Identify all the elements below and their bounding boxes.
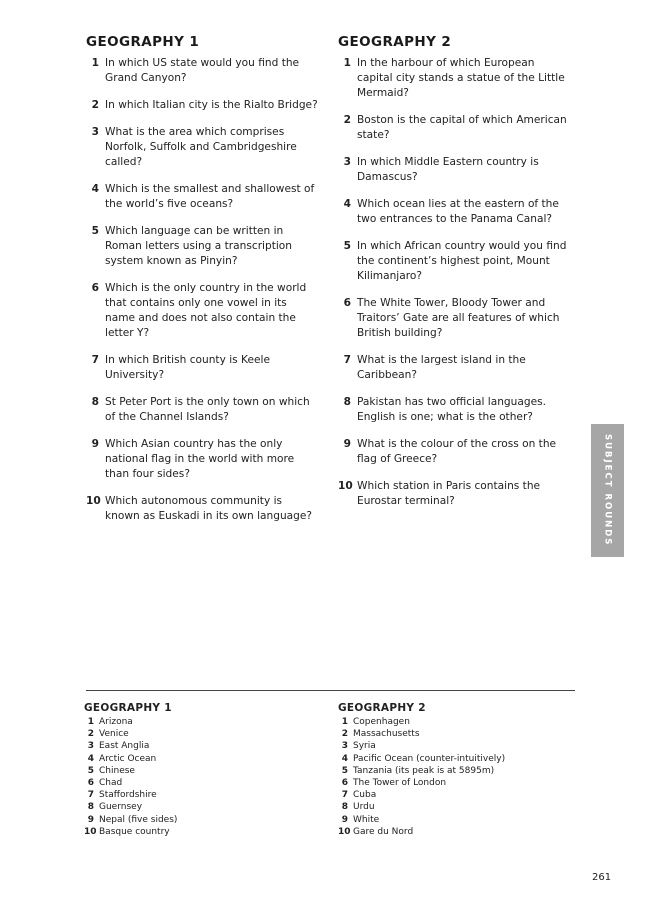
answers-title: GEOGRAPHY 1 bbox=[84, 702, 172, 714]
question-number: 9 bbox=[91, 438, 99, 450]
answer-number: 2 bbox=[87, 729, 94, 740]
question-text: Which Asian country has the only national flag in the world with more than four sides? bbox=[105, 438, 295, 480]
answer-number: 9 bbox=[87, 814, 94, 825]
question-number: 1 bbox=[343, 57, 351, 69]
question-number: 5 bbox=[91, 225, 99, 237]
question bbox=[338, 239, 570, 284]
question-number: 2 bbox=[343, 114, 351, 126]
question-text: In the harbour of which European capital city stands a statue of the Little Mermaid? bbox=[357, 57, 565, 99]
question bbox=[86, 353, 318, 383]
question-number: 2 bbox=[91, 99, 99, 111]
answer bbox=[338, 716, 578, 728]
answer bbox=[84, 826, 324, 838]
question bbox=[86, 437, 318, 482]
quiz-geography-2 bbox=[338, 34, 570, 521]
question-text: In which US state would you find the Grand Canyon? bbox=[105, 57, 300, 84]
answer-number: 6 bbox=[341, 778, 348, 789]
question bbox=[338, 155, 570, 185]
question bbox=[86, 125, 318, 170]
question bbox=[86, 281, 318, 341]
question-text: In which African country would you find the continent’s highest point, Mount Kilimanjaro? bbox=[357, 240, 567, 282]
answer-text: Basque country bbox=[99, 826, 170, 837]
question-text: St Peter Port is the only town on which of the Channel Islands? bbox=[105, 396, 310, 423]
answer-text: Nepal (five sides) bbox=[99, 814, 178, 825]
question-text: In which Italian city is the Rialto Bridge? bbox=[105, 99, 318, 111]
question-text: Which autonomous community is known as Euskadi in its own language? bbox=[105, 495, 313, 522]
question bbox=[86, 182, 318, 212]
side-tab-label: SUBJECT ROUNDS bbox=[602, 434, 613, 547]
answer-text: East Anglia bbox=[99, 741, 150, 752]
answer-text: Guernsey bbox=[99, 802, 143, 813]
answer-number: 6 bbox=[87, 778, 94, 789]
answer-number: 1 bbox=[87, 717, 94, 727]
question-number: 7 bbox=[91, 354, 99, 366]
question-number: 8 bbox=[91, 396, 99, 408]
answer-number: 4 bbox=[87, 753, 94, 764]
question-text: Which language can be written in Roman letters using a transcription system known as Pinyin? bbox=[105, 225, 293, 267]
answer bbox=[84, 789, 324, 801]
answer-text: Chad bbox=[99, 778, 123, 789]
section-title: GEOGRAPHY 2 bbox=[338, 34, 452, 50]
answers-geography-1 bbox=[84, 702, 324, 838]
answer-number: 8 bbox=[341, 802, 348, 813]
question-text: What is the largest island in the Caribbean? bbox=[357, 354, 526, 381]
question-number: 9 bbox=[343, 438, 351, 450]
question-text: Pakistan has two official languages. English is one; what is the other? bbox=[357, 396, 546, 423]
question bbox=[338, 197, 570, 227]
answers-title: GEOGRAPHY 2 bbox=[338, 702, 426, 714]
question bbox=[338, 479, 570, 509]
question-number: 3 bbox=[91, 126, 99, 138]
quiz-geography-1 bbox=[86, 34, 318, 536]
question bbox=[338, 113, 570, 143]
question bbox=[86, 56, 318, 86]
question-list bbox=[338, 56, 570, 509]
answer-text: Pacific Ocean (counter-intuitively) bbox=[353, 753, 506, 764]
question-number: 7 bbox=[343, 354, 351, 366]
answer-text: White bbox=[353, 814, 380, 825]
answer bbox=[84, 801, 324, 813]
question-number: 5 bbox=[343, 240, 351, 252]
question-text: In which British county is Keele University? bbox=[105, 354, 270, 381]
answer-text: Staffordshire bbox=[99, 790, 157, 801]
answer-number: 2 bbox=[341, 729, 348, 740]
question-number: 4 bbox=[343, 198, 351, 210]
answer-text: Copenhagen bbox=[353, 717, 410, 727]
question-text: The White Tower, Bloody Tower and Traitors’ Gate are all features of which British building? bbox=[357, 297, 560, 339]
answer bbox=[84, 777, 324, 789]
question-list bbox=[86, 56, 318, 524]
answer-number: 7 bbox=[87, 790, 94, 801]
answer-text: Syria bbox=[353, 741, 376, 752]
answer bbox=[84, 753, 324, 765]
question-number: 10 bbox=[86, 495, 101, 507]
question-number: 3 bbox=[343, 156, 351, 168]
question-number: 6 bbox=[343, 297, 351, 309]
answer-number: 10 bbox=[84, 826, 97, 837]
page-number: 261 bbox=[592, 872, 612, 883]
answer bbox=[338, 753, 578, 765]
answer bbox=[84, 728, 324, 740]
question-text: Which is the only country in the world that contains only one vowel in its name and does not also contain the letter Y? bbox=[105, 282, 307, 339]
answer bbox=[338, 826, 578, 838]
question bbox=[86, 224, 318, 269]
question bbox=[338, 395, 570, 425]
answer-text: Massachusetts bbox=[353, 729, 420, 740]
question-number: 1 bbox=[91, 57, 99, 69]
answer-text: Arizona bbox=[99, 717, 133, 727]
answer bbox=[338, 789, 578, 801]
answer-text: Chinese bbox=[99, 765, 135, 776]
question-number: 8 bbox=[343, 396, 351, 408]
question-text: Which ocean lies at the eastern of the two entrances to the Panama Canal? bbox=[357, 198, 559, 225]
answer bbox=[338, 801, 578, 813]
question bbox=[338, 56, 570, 101]
answer-text: Cuba bbox=[353, 790, 377, 801]
question-text: Which is the smallest and shallowest of the world’s five oceans? bbox=[105, 183, 315, 210]
answer bbox=[84, 814, 324, 826]
answer-text: The Tower of London bbox=[353, 778, 447, 789]
answer bbox=[84, 765, 324, 777]
question bbox=[86, 494, 318, 524]
question-text: What is the colour of the cross on the flag of Greece? bbox=[357, 438, 557, 465]
answer-text: Arctic Ocean bbox=[99, 753, 157, 764]
question-number: 4 bbox=[91, 183, 99, 195]
question-number: 10 bbox=[338, 480, 353, 492]
question-text: Which station in Paris contains the Eurostar terminal? bbox=[357, 480, 541, 507]
answer-number: 4 bbox=[341, 753, 348, 764]
answer-number: 7 bbox=[341, 790, 348, 801]
answer-list bbox=[338, 716, 578, 838]
answer-number: 1 bbox=[341, 717, 348, 727]
question-text: In which Middle Eastern country is Damascus? bbox=[357, 156, 539, 183]
answer-text: Urdu bbox=[353, 802, 375, 813]
answer-text: Tanzania (its peak is at 5895m) bbox=[353, 765, 495, 776]
answer-text: Venice bbox=[99, 729, 129, 740]
answer-number: 3 bbox=[87, 741, 94, 752]
question bbox=[338, 296, 570, 341]
answer-number: 5 bbox=[341, 765, 348, 776]
question bbox=[86, 98, 318, 113]
answer bbox=[84, 740, 324, 752]
question bbox=[338, 353, 570, 383]
answer-number: 10 bbox=[338, 826, 351, 837]
side-tab-subject-rounds bbox=[591, 424, 624, 557]
answers-geography-2 bbox=[338, 702, 578, 838]
answer-number: 9 bbox=[341, 814, 348, 825]
question bbox=[338, 437, 570, 467]
answer-number: 5 bbox=[87, 765, 94, 776]
answer bbox=[338, 765, 578, 777]
answer-text: Gare du Nord bbox=[353, 826, 414, 837]
question bbox=[86, 395, 318, 425]
answer bbox=[338, 777, 578, 789]
divider bbox=[86, 690, 575, 691]
answer bbox=[338, 814, 578, 826]
answer-number: 3 bbox=[341, 741, 348, 752]
answer bbox=[338, 740, 578, 752]
section-title: GEOGRAPHY 1 bbox=[86, 34, 200, 50]
answer bbox=[338, 728, 578, 740]
question-text: Boston is the capital of which American state? bbox=[357, 114, 567, 141]
answer-number: 8 bbox=[87, 802, 94, 813]
answer-list bbox=[84, 716, 324, 838]
answer bbox=[84, 716, 324, 728]
question-text: What is the area which comprises Norfolk, Suffolk and Cambridgeshire called? bbox=[105, 126, 297, 168]
question-number: 6 bbox=[91, 282, 99, 294]
